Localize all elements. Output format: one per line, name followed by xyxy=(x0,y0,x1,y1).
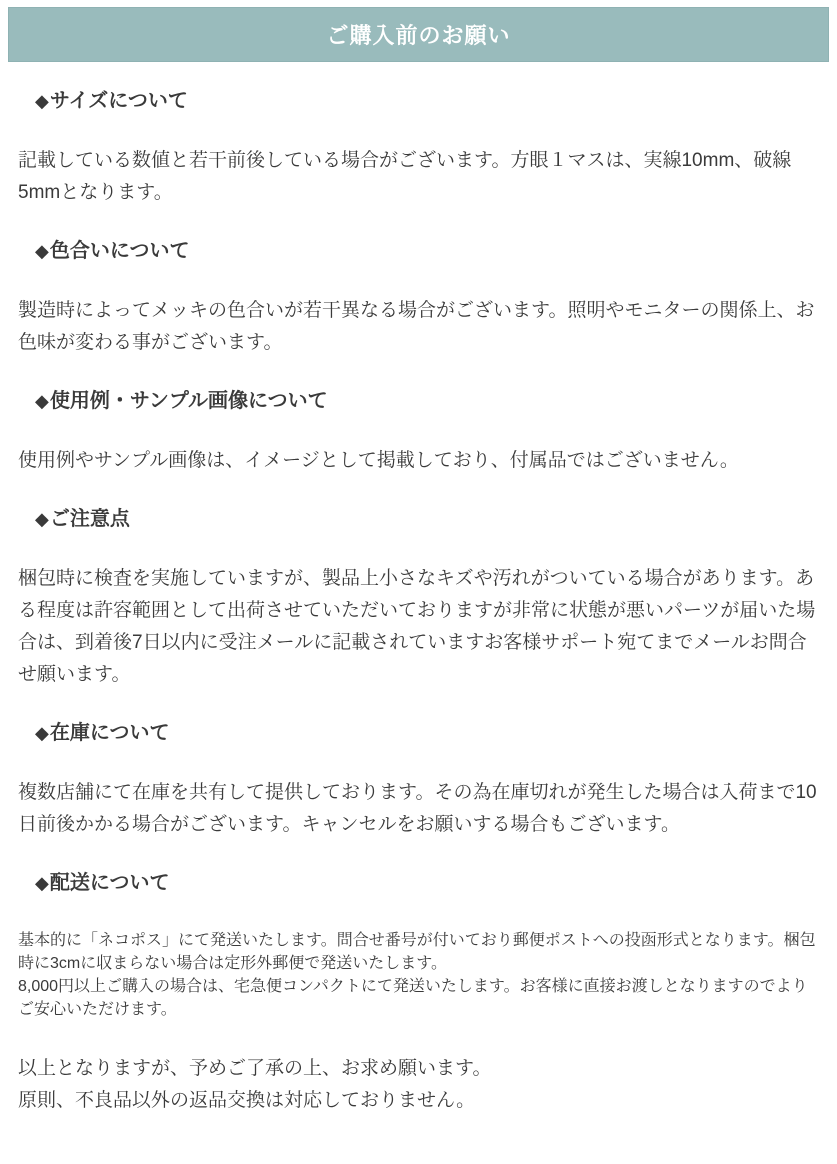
section-paragraph: 使用例やサンプル画像は、イメージとして掲載しており、付属品ではございません。 xyxy=(18,450,739,471)
section-heading-label: 色合いについて xyxy=(49,240,190,262)
notice-header-band xyxy=(8,7,829,62)
section-heading-label: ご注意点 xyxy=(49,508,130,530)
section-heading-label: 在庫について xyxy=(49,722,170,744)
section-heading-label: 配送について xyxy=(49,872,170,894)
diamond-bullet-icon: ◆ xyxy=(35,241,49,261)
paragraph-segment: 基本的に「ネコポス」にて発送いたします。問合せ番号が付いており郵便ポストへの投函形式となります。梱包時に3cmに収まらない場合は定形外郵便で発送いたします。 xyxy=(18,932,816,972)
notice-title: ご購入前のお願い xyxy=(326,23,511,48)
closing-note xyxy=(18,1053,817,1117)
section-paragraph: 製造時によってメッキの色合いが若干異なる場合がございます。照明やモニターの関係上、お色味が変わる事がございます。 xyxy=(18,300,815,353)
diamond-bullet-icon: ◆ xyxy=(35,91,49,111)
section-heading xyxy=(35,391,817,411)
section-paragraph: 梱包時に検査を実施していますが、製品上小さなキズや汚れがついている場合があります。ある程度は許容範囲として出荷させていただいておりますが非常に状態が悪いパーツが届いた場合は、到着後7日以内に受注メールに記載されていますお客様サポート宛てまでメールお問合せ願います。 xyxy=(18,568,816,685)
section-paragraph: 複数店舗にて在庫を共有して提供しております。その為在庫切れが発生した場合は入荷まで10日前後かかる場合がございます。キャンセルをお願いする場合もございます。 xyxy=(18,782,817,835)
section-heading xyxy=(35,723,817,743)
section-sample-images xyxy=(18,391,817,477)
diamond-bullet-icon: ◆ xyxy=(35,509,49,529)
closing-note-line: 以上となりますが、予めご了承の上、お求め願います。 xyxy=(18,1058,492,1079)
section-color xyxy=(18,241,817,359)
section-heading xyxy=(35,509,817,529)
diamond-bullet-icon: ◆ xyxy=(35,873,49,893)
section-heading-label: 使用例・サンプル画像について xyxy=(49,390,328,412)
paragraph-segment: 8,000円以上ご購入の場合は、宅急便コンパクトにて発送いたします。お客様に直接お渡しとなりますのでよりご安心いただけます。 xyxy=(18,978,808,1018)
notice-content xyxy=(0,91,837,1117)
closing-note-line: 原則、不良品以外の返品交換は対応しておりません。 xyxy=(18,1090,476,1111)
section-shipping xyxy=(18,873,817,1019)
section-caution xyxy=(18,509,817,691)
section-stock xyxy=(18,723,817,841)
section-heading xyxy=(35,241,817,261)
section-heading-label: サイズについて xyxy=(49,90,188,112)
diamond-bullet-icon: ◆ xyxy=(35,391,49,411)
section-paragraph: 記載している数値と若干前後している場合がございます。方眼１マスは、実線10mm、破線5mmとなります。 xyxy=(18,150,792,203)
purchase-notice-panel xyxy=(0,7,837,1164)
diamond-bullet-icon: ◆ xyxy=(35,723,49,743)
section-size xyxy=(18,91,817,209)
section-heading xyxy=(35,873,817,893)
section-heading xyxy=(35,91,817,111)
